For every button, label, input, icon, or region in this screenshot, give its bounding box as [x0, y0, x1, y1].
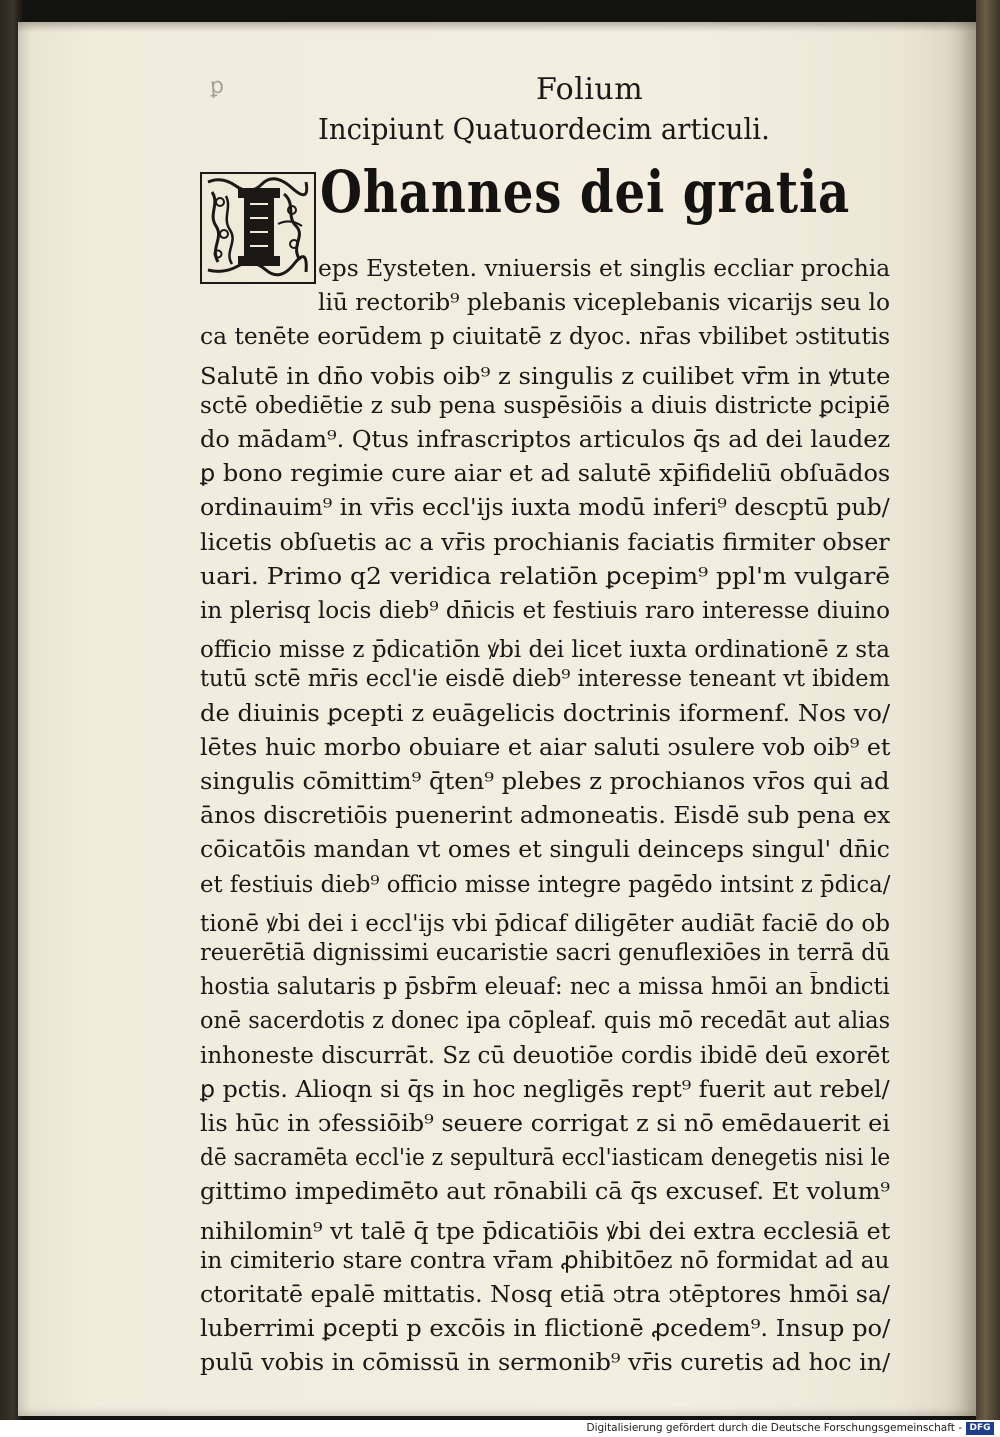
right-binding — [976, 0, 1000, 1420]
text-line: ānos discretiōis puenerint admoneatis. Eisdē sub pena ex — [200, 803, 891, 830]
dfg-logo: DFG — [966, 1422, 994, 1435]
text-line: singulis cōmittim⁹ q̄ten⁹ plebes z prochianos vr̄os qui ad — [200, 769, 890, 795]
text-line: luberrimi ꝑcepti p excōis in flictionē ꝓcedem⁹. Insup po/ — [200, 1316, 891, 1343]
text-line: do mādam⁹. Qtus infrascriptos articulos q̄s ad dei laudez — [200, 427, 891, 453]
text-line: de diuinis ꝑcepti z euāgelicis doctrinis iformenf. Nos vo/ — [200, 700, 891, 727]
text-line: dē sacramēta eccl'ie z sepulturā eccl'iasticam denegetis nisi le — [200, 1145, 891, 1172]
text-line: eps Eysteten. vniuersis et singlis eccliar prochia — [318, 256, 891, 282]
text-line: lis hūc in ↄfessiōib⁹ seuere corrigat z si nō emēdauerit ei — [200, 1111, 891, 1137]
decorated-initial — [200, 172, 316, 284]
text-line: ꝑ pctis. Alioqn si q̄s in hoc negligēs rept⁹ fuerit aut rebel/ — [200, 1076, 890, 1103]
text-line: pulū vobis in cōmissū in sermonib⁹ vr̄is curetis ad hoc in/ — [200, 1350, 891, 1377]
text-line: et festiuis dieb⁹ officio misse integre pagēdo intsint z p̄dica/ — [200, 871, 891, 898]
text-line: officio misse z p̄dicatiōn ꝟbi dei licet iuxta ordinationē z sta — [200, 637, 890, 664]
text-line: tionē ꝟbi dei i eccl'ijs vbi p̄dicaf diligēter audiāt faciē do ob — [200, 910, 891, 937]
pencil-annotation: ꝑ — [209, 73, 225, 100]
text-line: cōicatōis mandan vt omes et singuli deinceps singul' dn̄ic — [200, 837, 890, 864]
page-shadow-top — [18, 22, 976, 32]
text-line: Salutē in dn̄o vobis oib⁹ z singulis z cuilibet vr̄m in ꝟtute — [200, 363, 891, 390]
running-head: Folium — [536, 72, 644, 107]
text-line: in cimiterio stare contra vr̄am ꝓhibitōez nō formidat ad au — [200, 1247, 890, 1274]
text-line: ca tenēte eorūdem p ciuitatē z dyoc. nr̄as vbilibet ↄstitutis — [200, 324, 891, 351]
text-line: uari. Primo q2 veridica relatiōn ꝑcepim⁹ ppl'm vulgarē — [200, 563, 891, 590]
text-line: lētes huic morbo obuiare et aiar saluti ↄsulere vob oib⁹ et — [200, 734, 891, 761]
text-line: nihilomin⁹ vt talē q̄ tpe p̄dicatiōis ꝟbi dei extra ecclesiā et — [200, 1218, 891, 1245]
text-line: ordinauim⁹ in vr̄is eccl'ijs iuxta modū inferi⁹ descptū pub/ — [200, 495, 890, 522]
text-line: gittimo impedimēto aut rōnabili cā q̄s excusef. Et volum⁹ — [200, 1179, 890, 1206]
text-line: licetis obſuetis ac a vr̄is prochianis faciatis firmiter obser — [200, 529, 890, 556]
text-line: liū rectorib⁹ plebanis viceplebanis vicarijs seu lo — [318, 290, 890, 317]
text-line: inhoneste discurrāt. Sz cū deuotiōe cordis ibidē deū exorēt — [200, 1042, 890, 1069]
incipit-heading: Ohannes dei gratia — [320, 158, 851, 226]
text-line: reuerētiā dignissimi eucaristie sacri genuflexiōes in terrā dū — [200, 940, 891, 966]
text-line: in plerisq locis dieb⁹ dn̄icis et festiuis raro interesse diuino — [200, 598, 891, 624]
decorated-initial-ornament — [202, 174, 310, 278]
incipit-line: Incipiunt Quatuordecim articuli. — [318, 112, 770, 146]
text-line: tutū sctē mr̄is eccl'ie eisdē dieb⁹ interesse teneant vt ibidem — [200, 666, 890, 693]
text-line: sctē obediētie z sub pena suspēsiōis a diuis districte ꝑcipiē — [200, 392, 891, 419]
text-line: ꝑ bono regimie cure aiar et ad salutē xp̄ifideliū obſuādos — [200, 461, 891, 488]
text-line: ctoritatē epalē mittatis. Nosq etiā ↄtra ↄtēptores hmōi sa/ — [200, 1282, 891, 1308]
page-shadow-right — [946, 22, 976, 1416]
text-line: onē sacerdotis z donec ipa cōpleaf. quis mō recedāt aut alias — [200, 1008, 891, 1035]
digitization-credit: Digitalisierung gefördert durch die Deutsche Forschungsgemeinschaft - — [586, 1422, 962, 1434]
text-line: hostia salutaris p p̄sbr̄m eleuaf: nec a missa hmōi an b̄ndicti — [200, 974, 890, 1001]
